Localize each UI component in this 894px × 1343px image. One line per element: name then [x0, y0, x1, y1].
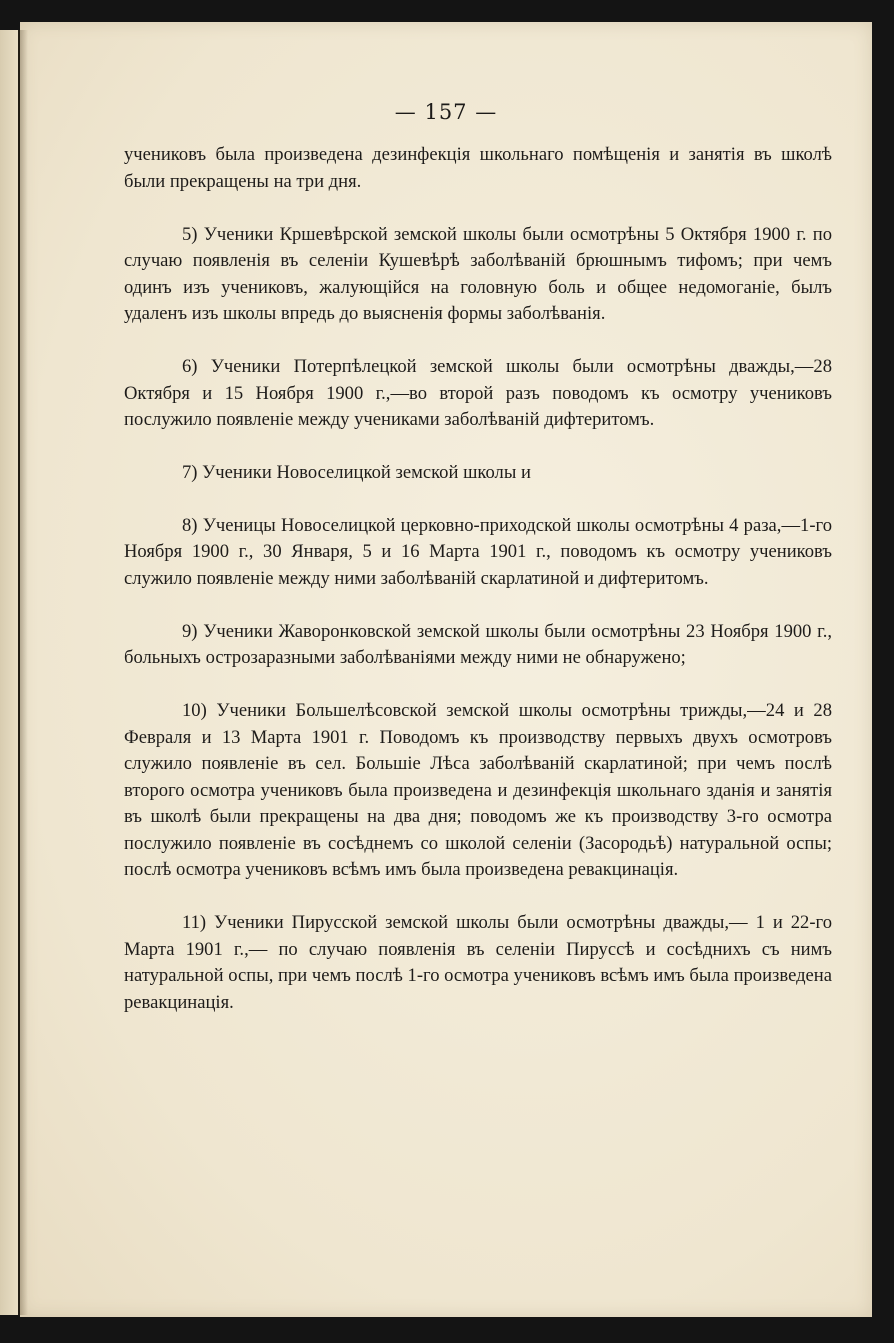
- page-number: — 157 —: [394, 100, 498, 124]
- paragraph-item-9: 9) Ученики Жаворонковской земской школы были осмотрѣны 23 Ноября 1900 г., больныхъ острозаразными заболѣваніями между ними не обнаружено;: [124, 620, 832, 668]
- paragraph-item-7: 7) Ученики Новоселицкой земской школы и: [182, 462, 531, 483]
- paragraph-item-5: 5) Ученики Кршевѣрской земской школы были осмотрѣны 5 Октября 1900 г. по случаю появленія въ селеніи Кушевѣрѣ заболѣваній брюшнымъ тифомъ; при чемъ одинъ изъ учениковъ, жалующійся на головную боль и общее недомоганіе, былъ удаленъ изъ школы впредь до выясненія формы заболѣванія.: [124, 223, 832, 324]
- paragraph-item-10: 10) Ученики Большелѣсовской земской школы осмотрѣны трижды,—24 и 28 Февраля и 13 Марта 1901 г. Поводомъ къ производству первыхъ двухъ осмотровъ служило появленіе въ сел. Большіе Лѣса заболѣваній скарлатиной; при чемъ послѣ второго осмотра учениковъ была произведена и дезинфекція школьнаго зданія и занятія въ школѣ были прекращены на два дня; поводомъ же къ производству 3-го осмотра послужило появленіе въ сосѣднемъ со школой селеніи (Засородьѣ) натуральной оспы; послѣ осмотра учениковъ всѣмъ имъ была произведена ревакцинація.: [124, 700, 832, 880]
- paragraph-item-6: 6) Ученики Потерпѣлецкой земской школы были осмотрѣны дважды,—28 Октября и 15 Ноября 1900 г.,—во второй разъ поводомъ къ осмотру учениковъ послужило появленіе между учениками заболѣваній дифтеритомъ.: [124, 356, 832, 430]
- book-page: [20, 22, 872, 1317]
- previous-page-edge: [0, 30, 18, 1315]
- page-body: [124, 142, 832, 1043]
- gutter-shadow: [18, 30, 28, 1315]
- paragraph-item-8: 8) Ученицы Новоселицкой церковно-приходской школы осмотрѣны 4 раза,—1-го Ноября 1900 г., 30 Января, 5 и 16 Марта 1901 г., поводомъ къ осмотру учениковъ служило появленіе между ними заболѣваній скарлатиной и дифтеритомъ.: [124, 514, 832, 589]
- paragraph-continuation: учениковъ была произведена дезинфекція школьнаго помѣщенія и занятія въ школѣ были прекращены на три дня.: [124, 144, 832, 192]
- paragraph-item-11: 11) Ученики Пирусской земской школы были осмотрѣны дважды,— 1 и 22-го Марта 1901 г.,— по случаю появленія въ селеніи Пируссѣ и сосѣднихъ съ нимъ натуральной оспы, при чемъ послѣ 1-го осмотра учениковъ всѣмъ имъ была произведена ревакцинація.: [124, 912, 832, 1013]
